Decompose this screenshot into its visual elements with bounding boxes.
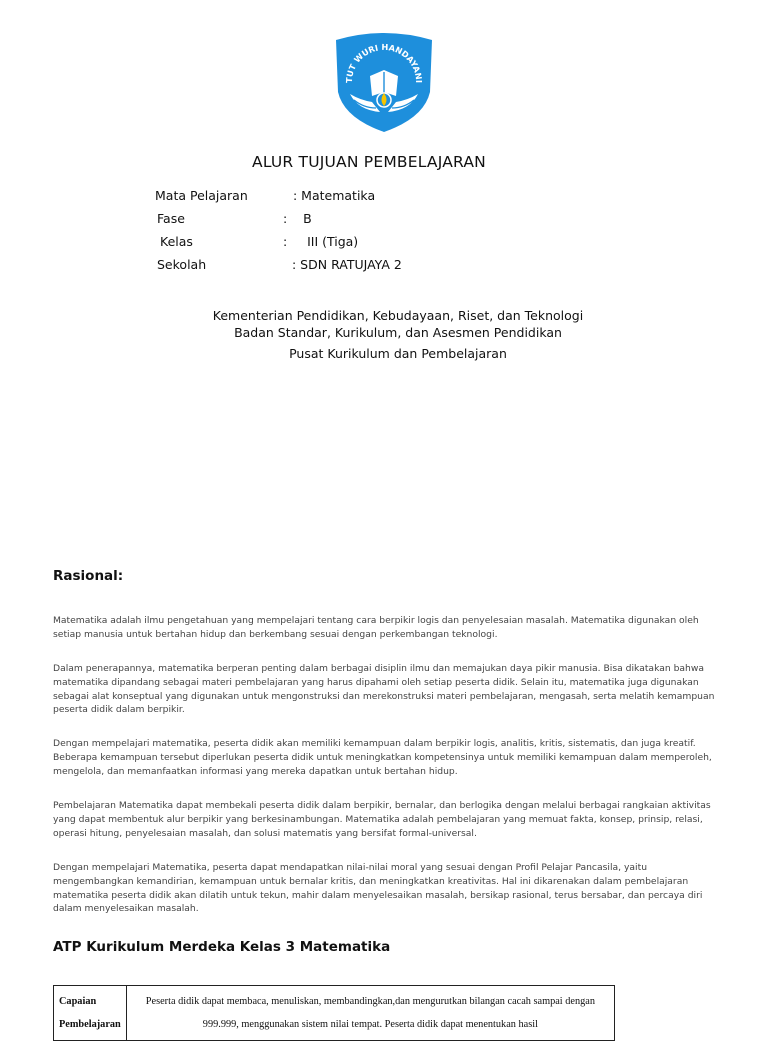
meta-label-school: Sekolah — [157, 257, 207, 272]
rasional-paragraph-5: Dengan mempelajari Matematika, peserta dapat mendapatkan nilai-nilai moral yang sesuai dengan Profil Pelajar Pancasila, yaitu mengembangkan kemandirian, kemampuan untuk bernalar kritis, dan meningkatkan kreativitas. Hal ini dikarenakan dalam pembelajaran matematika peserta didik akan dilatih untuk tekun, mahir dalam menyelesaikan masalah, bersikap rasional, terus bersabar, dan percaya diri dalam menyelesaikan masalah. — [53, 862, 703, 915]
tut-wuri-handayani-logo — [330, 30, 438, 134]
capaian-label: Capaian Pembelajaran — [54, 986, 127, 1041]
document-title: ALUR TUJUAN PEMBELAJARAN — [252, 153, 486, 171]
org-center: Pusat Kurikulum dan Pembelajaran — [289, 346, 507, 361]
logo-motto: TUT WURI HANDAYANI — [343, 41, 425, 84]
meta-value-school: : SDN RATUJAYA 2 — [292, 257, 402, 272]
org-ministry: Kementerian Pendidikan, Kebudayaan, Riset, dan Teknologi — [212, 308, 584, 323]
rasional-paragraph-3: Dengan mempelajari matematika, peserta didik akan memiliki kemampuan dalam berpikir logis, analitis, kritis, sistematis, dan juga kreatif. Beberapa kemampuan tersebut diperlukan peserta didik untuk meningkatkan kompetensinya untuk memiliki kemampuan dalam memperoleh, mengelola, dan memanfaatkan informasi yang mereka dapatkan untuk bertahan hidup. — [53, 738, 712, 777]
capaian-text: Peserta didik dapat membaca, menuliskan, membandingkan,dan mengurutkan bilangan cacah sampai dengan 999.999, menggunakan sistem nilai tempat. Peserta didik dapat menentukan hasil — [126, 986, 614, 1041]
atp-heading: ATP Kurikulum Merdeka Kelas 3 Matematika — [53, 939, 391, 955]
rasional-paragraph-2: Dalam penerapannya, matematika berperan penting dalam berbagai disiplin ilmu dan memajukan daya pikir manusia. Bisa dikatakan bahwa matematika dipandang sebagai materi pembelajaran yang harus dipahami oleh setiap peserta didik. Selain itu, matematika juga digunakan sebagai alat konseptual yang digunakan untuk mengonstruksi dan merekonstruksi materi pembelajaran, mengasah, serta melatih kemampuan peserta didik dalam berpikir. — [53, 663, 715, 716]
capaian-table — [53, 985, 615, 1041]
org-agency: Badan Standar, Kurikulum, dan Asesmen Pendidikan — [234, 325, 562, 340]
meta-value-subject: : Matematika — [293, 188, 376, 203]
table-row — [54, 986, 615, 1041]
meta-label-subject: Mata Pelajaran — [155, 188, 248, 203]
meta-value-phase: : B — [283, 211, 312, 226]
meta-value-class: : III (Tiga) — [283, 234, 359, 249]
meta-label-class: Kelas — [160, 234, 193, 249]
rasional-heading: Rasional: — [53, 568, 124, 584]
rasional-paragraph-4: Pembelajaran Matematika dapat membekali peserta didik dalam berpikir, bernalar, dan berlogika dengan melalui berbagai rangkaian aktivitas yang dapat membentuk alur berpikir yang berkesinambungan. Matematika adalah pembelajaran yang memuat fakta, konsep, prinsip, relasi, operasi hitung, penyelesaian masalah, dan solusi matematis yang bersifat formal-universal. — [53, 800, 711, 839]
rasional-paragraph-1: Matematika adalah ilmu pengetahuan yang mempelajari tentang cara berpikir logis dan penyelesaian masalah. Matematika digunakan oleh setiap manusia untuk bertahan hidup dan berkembang sesuai dengan perkembangan teknologi. — [53, 615, 699, 640]
meta-label-phase: Fase — [157, 211, 185, 226]
